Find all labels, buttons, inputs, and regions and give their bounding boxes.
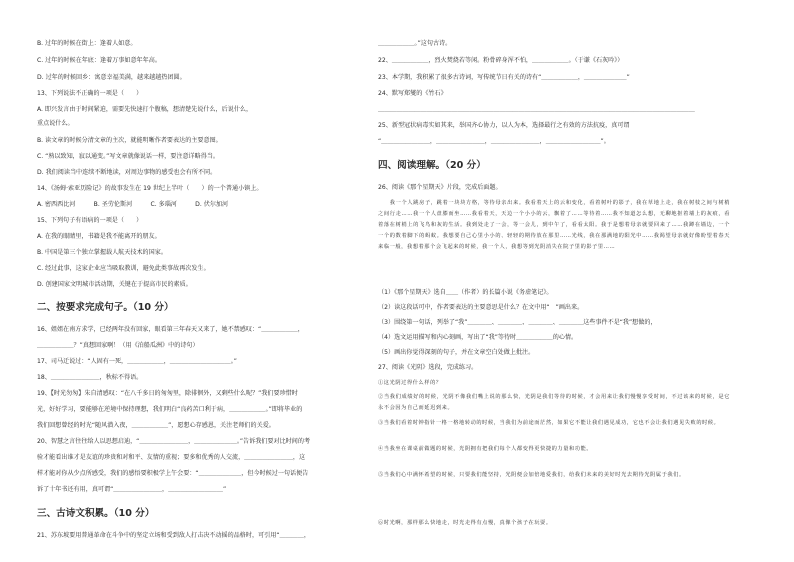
question-15: 15、下列句子有语病的一项是（ ） [37, 217, 143, 224]
question-26: 26、阅读《那个星期天》片段，完成后面题。 [378, 184, 502, 191]
question-25: 25、新型冠状病毒实如其来，举国齐心协力，以人为本，选择最行之有效的方法抗疫，真可谓 [378, 122, 630, 129]
option-15c: C. 经过此事，这家企业应当吸取教训，避免此类事故再次发生。 [37, 265, 210, 272]
question-26-3: （3）围绕第一句话，列举了“我”＿＿＿＿、＿＿＿＿、＿＿＿＿、＿＿＿＿这些事件不是“我”想做的， [378, 319, 657, 326]
question-19-cont-2: 我们回想曾经的时光“随风潜入夜，＿＿＿＿＿＿”，愿想心存感恩，关注老师们的关爱。 [37, 422, 275, 429]
section-heading-2: 二、按要求完成句子。（10 分） [37, 302, 174, 313]
options-14: A. 密西西比河 B. 圣劳伦斯河 C. 多瑙河 D. 伏尔加河 [37, 201, 229, 208]
question-21: 21、苏东坡要用普通革命在斗争中的坚定立场和受到敌人打击决不动摇的品格时，可引用“＿＿＿＿， [37, 532, 310, 539]
question-27: 27、阅读《光阴》选段，完成练习。 [378, 364, 478, 371]
question-22: 22、＿＿＿＿＿＿，烈火焚烧若等闲。粉骨碎身浑不怕，＿＿＿＿＿＿。（于谦《石灰吟》） [378, 57, 624, 64]
question-20-cont-2: 样才能对你从少点所感受，我们的感悟要积极学上午会要：“＿＿＿＿＿＿＿，但今时候过一句话便告 [37, 470, 309, 477]
question-23: 23、本学期，我积累了很多古诗词，写传统节日有关的诗有“＿＿＿＿＿＿，＿＿＿＿＿＿＿” [378, 74, 630, 81]
passage-paragraph-3: ③当我们看着时钟指针一格一格地转动的时候，当我们为前途而茫然，如果它不能让我们遇见成功，它也不会让我们遇见失败的时候。 [378, 420, 720, 426]
option-12b: B. 过年的时候在街上：逢着人如意。 [37, 40, 137, 47]
question-14: 14、《汤姆·索亚历险记》的故事发生在 19 世纪上半叶（ ）的一个普通小镇上。 [37, 185, 263, 192]
section-heading-3: 三、古诗文积累。（10 分） [37, 508, 155, 519]
option-13d: D. 我们阅读当中连续不断地读，对周边事物的感受也会有所不同。 [37, 169, 217, 176]
passage-paragraph-4: ④当我坐在课桌前做题的时候，光阴拥有把我们每个人都变得更快捷的力量和功能。 [378, 446, 593, 452]
option-15d: D. 创建国家文明城市活动期，关键在于提高市民的素质。 [37, 281, 192, 288]
option-13c: C. “熟以致知，寂以通变。”写文章就像说话一样，要注意详略得当。 [37, 153, 220, 160]
question-16-cont: ＿＿＿＿＿＿？”真想回家啊！（用《泊船瓜洲》中的诗句） [37, 342, 199, 349]
question-20-cont-3: 诉了十年书还有用，真可谓“＿＿＿＿＿＿＿＿，＿＿＿＿＿＿＿＿＿” [37, 486, 227, 493]
reading-passage-1: 我一个人跳房子，跳着一块块方格，等待母亲出来。我看着天上的云和变化，看着树叶的影子，我在草地上走，我在树枝之间与树梢之间行走……我一个人盘膝而坐……我看着天，天边一个小小的云，飘着了……等待着……我不知道怎么想，无聊地抠着墙上的灰痕，看着落在树梢上的飞鸟和灰的生活。我到处走了一会，等一会儿，到中午了，看看太阳。我于是想着母亲就要回来了……我蹲在墙边，一个一个的数着脚下的蚂蚁。我想要自己心里小小的、轻轻的期待放在那里……光线，我在那满地的阳光中……我渴望母亲就好像盼望着春天来临一般，我想着那个会飞起来的时候，我一个人，我想等到光阴消失在院子里的影子里…… [378, 200, 730, 250]
option-12c: C. 过年的时候在年底：逢着万事如意年年高。 [37, 57, 161, 64]
question-21-cont: ＿＿＿＿＿＿。”这句古诗。 [378, 40, 452, 47]
option-13b: B. 读文章的时候分清文章的主次，就能明晰作者要表达的主要意图。 [37, 137, 222, 144]
option-13a: A. 即兴发言由于时间紧迫，需要先快速打个腹稿，想清楚先说什么，后说什么， [37, 106, 253, 113]
question-26-2: （2）读这段话可中，作者要表达的主要意思是什么？在文中用“ ”画出来。 [378, 304, 584, 311]
question-17: 17、司马迁说过：“人固有一死，＿＿＿＿＿＿，＿＿＿＿＿＿＿＿＿＿。” [37, 358, 237, 365]
question-20-cont: 验才能看出谁才是友谊的珍贵和对和平、友情的重视；要多和优秀的人交流，＿＿＿＿＿＿＿＿，这 [37, 454, 306, 461]
question-25-cont: “＿＿＿＿＿＿＿＿，＿＿＿＿＿＿＿＿，＿＿＿＿＿＿＿＿，＿＿＿＿＿＿＿＿＿”。 [378, 138, 610, 145]
passage-paragraph-1: ①这光阴过得什么样的？ [378, 380, 442, 386]
passage-paragraph-2: ②当我们成绩好的时候，光阴不像我们嘴上说的那么快，光阴是我们等待的时候，才会用来让我们慢慢享受时间，不过该来的时候，是它永不会因为自己而延迟到来。 [378, 394, 730, 411]
passage-paragraph-5: ⑤当我们心中满怀希望的时候，只要我们能坚持，光阴便会加倍地爱我们，给我们未来的美好时光去期待光阴属于我们。 [378, 472, 685, 478]
option-12d: D. 过年的时候回乡：寓意幸福美满，越来越越热团圆。 [37, 74, 186, 81]
question-19: 19、【时光勿匆】朱自清感叹：“在八千多日的匆匆里，除徘徊外，又剩些什么呢？”我们要珍惜时 [37, 390, 298, 397]
question-20: 20、智慧之言往往给人以思想启迪，“＿＿＿＿＿＿＿＿，＿＿＿＿＿＿＿。”告诉我们要对比时间的考 [37, 438, 311, 445]
question-24: 24、默写郑燮的《竹石》 [378, 90, 447, 97]
section-heading-4: 四、阅读理解。（20 分） [378, 160, 486, 171]
option-15a: A. 在我的眼睛里，书籍是我不能离开的朋友。 [37, 233, 161, 240]
option-13a-cont: 重点说什么。 [37, 120, 74, 127]
question-13: 13、下列说法不正确的一项是（ ） [37, 90, 143, 97]
question-16: 16、姐姐在南方求学，已经两年没有回家，眼看第三年春天又来了，她不禁感叹：“＿＿＿＿＿＿， [37, 326, 304, 333]
question-18: 18、＿＿＿＿＿＿＿＿，秋标不得语。 [37, 374, 143, 381]
question-26-5: （5）画出你觉得深刻的句子，并在文章空白处做上批注。 [378, 349, 535, 356]
question-19-cont: 光，好好学习，要能够在逆境中保持理想，我们明白“良药苦口利于病，＿＿＿＿＿＿。”即将毕业的 [37, 406, 303, 413]
answer-line-24: ＿＿＿＿＿＿＿＿＿＿＿＿＿＿＿＿＿＿＿＿＿＿＿＿＿＿＿＿＿＿＿＿＿＿＿＿＿＿＿＿＿＿＿＿＿＿＿＿＿＿＿＿ [378, 106, 695, 113]
question-26-1: （1）《那个星期天》选自＿＿（作者）的长篇小说《务虚笔记》。 [378, 289, 553, 296]
passage-paragraph-6: ⑥时光啊，那样那么快地走，时光走得有点慢，真像个孩子在玩耍。 [378, 520, 552, 526]
question-26-4: （4）选文运用描写和内心刻画，写出了“我”等待时＿＿＿＿＿＿的心情。 [378, 334, 578, 341]
option-15b: B. 中国是第三个独立掌握载人航天技术的国家。 [37, 249, 167, 256]
